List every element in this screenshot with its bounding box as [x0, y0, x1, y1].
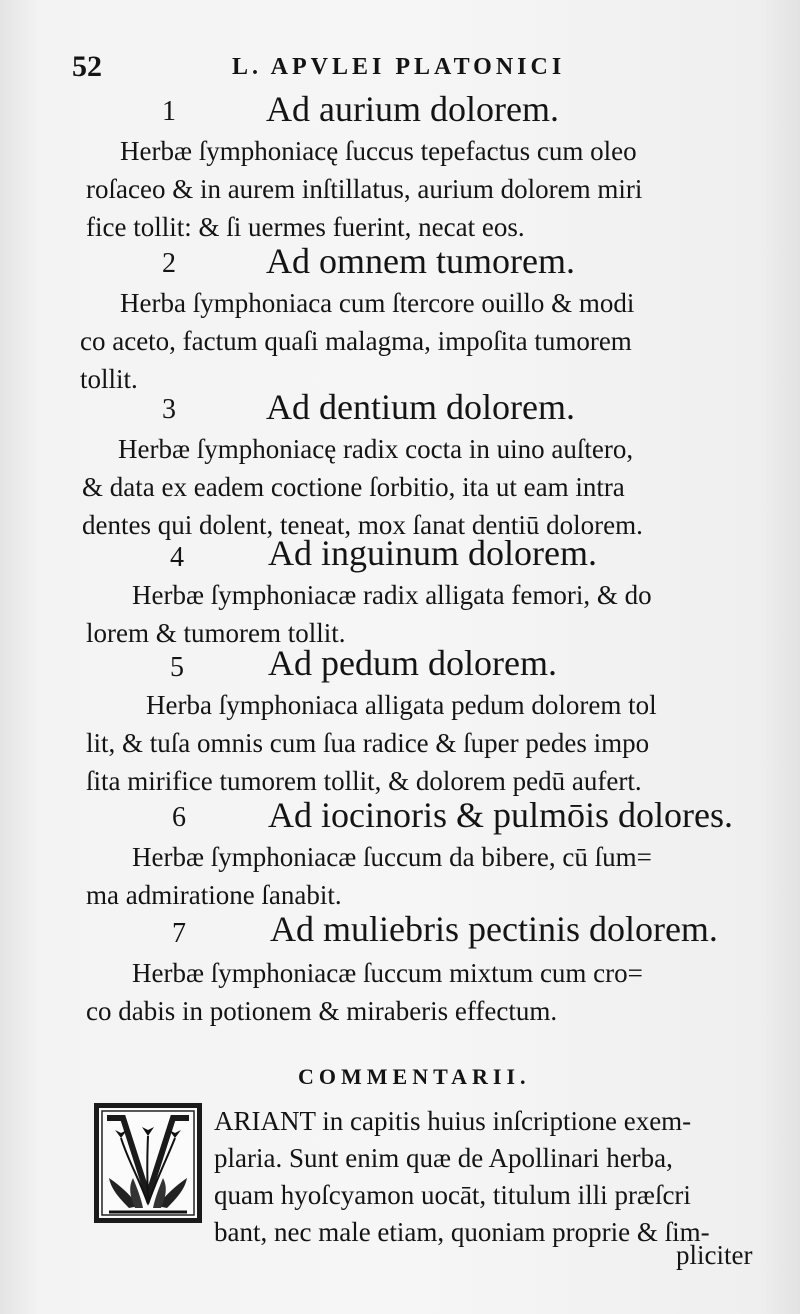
commentary-line: quam hyoſcyamon uocāt, titulum illi præſcri: [214, 1180, 691, 1210]
commentary-heading: COMMENTARII.: [298, 1064, 531, 1089]
body-line: ſita mirifice tumorem tollit, & dolorem pedū aufert.: [86, 766, 642, 796]
section-number: 1: [162, 96, 176, 127]
section-number: 3: [162, 394, 176, 425]
section-body: [80, 284, 634, 398]
section-number: 5: [170, 652, 184, 683]
running-head: L. APVLEI PLATONICI: [232, 54, 566, 80]
body-line: co dabis in potionem & miraberis effectum.: [86, 996, 558, 1026]
page-header: [72, 50, 692, 90]
decorated-initial: [94, 1103, 202, 1223]
commentary-line: bant, nec male etiam, quoniam proprie & ſim-: [214, 1217, 710, 1247]
body-line: roſaceo & in aurem inſtillatus, aurium dolorem miri: [86, 174, 643, 204]
commentary-body: [214, 1103, 710, 1251]
body-line: Herba ſymphoniaca alligata pedum dolorem tol: [146, 690, 657, 720]
woodcut-plant-image: [99, 1108, 197, 1218]
body-line: Herbæ ſymphoniacæ ſuccum mixtum cum cro=: [132, 958, 643, 988]
section-body: [86, 576, 652, 652]
body-line: & data ex eadem coctione ſorbitio, ita ut eam intra: [82, 472, 625, 502]
section-body: [86, 132, 642, 246]
body-line: co aceto, factum quaſi malagma, impoſita tumorem: [80, 326, 632, 356]
body-line: ma admiratione ſanabit.: [86, 880, 342, 910]
section-number: 4: [170, 542, 184, 573]
section-body: [86, 686, 657, 800]
catchword: pliciter: [676, 1240, 753, 1270]
section-title: Ad inguinum dolorem.: [268, 533, 597, 573]
body-line: lit, & tuſa omnis cum ſua radice & ſuper pedes impo: [86, 728, 650, 758]
body-line: lorem & tumorem tollit.: [86, 618, 346, 648]
section-title: Ad iocinoris & pulmōis dolores.: [268, 795, 733, 835]
body-line: Herba ſymphoniaca cum ſtercore ouillo & modi: [120, 288, 635, 318]
section-number: 6: [172, 802, 186, 833]
commentary-line: plaria. Sunt enim quæ de Apollinari herba,: [214, 1143, 673, 1173]
folio-number: 52: [72, 50, 102, 83]
body-line: Herbæ ſymphoniacę ſuccus tepefactus cum oleo: [120, 136, 637, 166]
section-title: Ad muliebris pectinis dolorem.: [270, 909, 718, 949]
commentary-line: ARIANT in capitis huius inſcriptione exem-: [214, 1106, 692, 1136]
section-title: Ad aurium dolorem.: [266, 89, 559, 129]
body-line: Herbæ ſymphoniacę radix cocta in uino auſtero,: [118, 434, 634, 464]
section-body: [86, 838, 652, 914]
section-title: Ad pedum dolorem.: [268, 643, 557, 683]
section-title: Ad dentium dolorem.: [266, 387, 575, 427]
section-title: Ad omnem tumorem.: [266, 241, 575, 281]
body-line: fice tollit: & ſi uermes fuerint, necat eos.: [86, 212, 525, 242]
body-line: tollit.: [80, 364, 138, 394]
section-body: [82, 430, 643, 544]
section-number: 7: [172, 918, 186, 949]
body-line: dentes qui dolent, teneat, mox ſanat dentiū dolorem.: [82, 510, 643, 540]
body-line: Herbæ ſymphoniacæ ſuccum da bibere, cū ſum=: [132, 842, 652, 872]
section-body: [86, 954, 643, 1030]
body-line: Herbæ ſymphoniacæ radix alligata femori, & do: [132, 580, 652, 610]
section-number: 2: [162, 248, 176, 279]
